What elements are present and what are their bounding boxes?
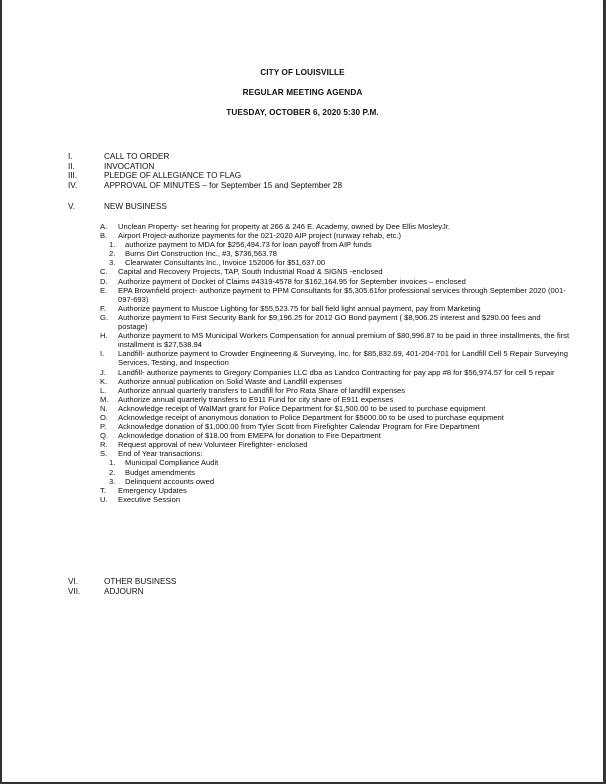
meeting-date: TUESDAY, OCTOBER 6, 2020 5:30 P.M. (226, 108, 379, 117)
agenda-item-text: APPROVAL OF MINUTES – for September 15 and September 28 (104, 180, 342, 190)
item-text: authorize payment to MDA for $256,494.73 for loan payoff from AIP funds (125, 240, 372, 250)
business-item (100, 386, 570, 395)
item-text: Airport Project-authorize payments for the 021-2020 AIP project (runway rehab, etc.) (118, 231, 402, 241)
item-label: 3. (109, 258, 116, 268)
business-item (100, 486, 570, 495)
item-text: Municipal Compliance Audit (125, 458, 219, 468)
item-label: E. (100, 285, 108, 295)
sub-item (100, 240, 570, 249)
item-text: Clearwater Consultants Inc., Invoice 152006 for $51,637.00 (125, 258, 326, 268)
agenda-item-number: II. (68, 161, 75, 171)
agenda-item-number: III. (68, 171, 78, 180)
agenda-item-number: VII. (68, 587, 81, 596)
business-item (100, 440, 570, 449)
business-item (100, 231, 570, 240)
item-label: Q. (100, 431, 109, 441)
item-text: Capital and Recovery Projects, TAP, South Industrial Road & SIGNS -enclosed (118, 267, 383, 277)
agenda-item-number: VI. (68, 577, 79, 586)
sub-item (100, 258, 570, 267)
item-text: Burns Dirt Construction Inc., #3, $736,563.78 (125, 249, 277, 259)
city-title: CITY OF LOUISVILLE (260, 68, 345, 77)
item-label: 3. (109, 476, 116, 486)
item-text: EPA Brownfield project- authorize payment to PPM Consultants for $5,305.61for professional services through September 2020 (001-097-693) (118, 285, 566, 304)
business-item (100, 395, 570, 404)
meeting-title: REGULAR MEETING AGENDA (242, 88, 363, 97)
agenda-item-text: ADJOURN (104, 587, 144, 596)
agenda-item-number: I. (68, 152, 73, 161)
item-label: L. (100, 385, 107, 395)
item-label: I. (100, 349, 105, 359)
item-label: B. (100, 231, 108, 241)
item-label: O. (100, 412, 109, 422)
sub-item (100, 468, 570, 477)
item-label: F. (100, 303, 106, 313)
item-text: Acknowledge receipt of anonymous donation to Police Department for $5000.00 to be used to purchase equipment (118, 412, 504, 422)
business-item (100, 422, 570, 431)
item-text: Request approval of new Volunteer Firefighter- enclosed (118, 440, 308, 450)
agenda-item-number: V. (68, 202, 75, 211)
item-text: Emergency Updates (118, 485, 187, 495)
business-item (100, 404, 570, 413)
agenda-item-text: CALL TO ORDER (104, 152, 170, 161)
item-text: Landfill- authorize payment to Crowder Engineering & Surveying, Inc. for $85,832.69, 401-204-701 for Landfill Cell 5 Repair Surveying Services, Testing, and Inspection (118, 349, 568, 368)
item-label: D. (100, 276, 108, 286)
item-text: Unclean Property- set hearing for property at 266 & 246 E. Academy, owned by Dee Ellis MosleyJr. (118, 222, 451, 231)
item-label: A. (100, 222, 108, 231)
item-text: Delinquent accounts owed (125, 476, 215, 486)
item-label: 1. (109, 458, 116, 468)
item-label: J. (100, 367, 106, 377)
item-text: Authorize payment of Docket of Claims #4319-4578 for $162,164.95 for September invoices – enclosed (118, 276, 466, 286)
business-item (100, 368, 570, 377)
item-text: Authorize annual publication on Solid Waste and Landfill expenses (118, 376, 342, 386)
item-label: K. (100, 376, 108, 386)
agenda-item-text: PLEDGE OF ALLEGIANCE TO FLAG (104, 171, 242, 180)
item-label: G. (100, 312, 109, 322)
business-item (100, 431, 570, 440)
agenda-item-text: NEW BUSINESS (104, 202, 167, 211)
business-item (100, 413, 570, 422)
business-item (100, 286, 570, 304)
item-text: Authorize payment to MS Municipal Workers Compensation for annual premium of $80,996.87 to be paid in three installments, the first installment is $27,538.94 (118, 331, 570, 350)
item-text: Executive Session (118, 494, 181, 504)
business-item (100, 377, 570, 386)
item-text: Budget amendments (125, 467, 196, 477)
sub-item (100, 249, 570, 258)
business-item (100, 313, 570, 331)
item-text: Acknowledge receipt of WalMart grant for Police Department for $1,500.00 to be used to purchase equipment (118, 403, 486, 413)
item-text: Landfill- authorize payments to Gregory Companies LLC dba as Landco Contracting for pay app #8 for $56,974.57 for cell 5 repair (118, 367, 555, 377)
item-text: Authorize annual quarterly transfers to E911 Fund for city share of E911 expenses (118, 394, 394, 404)
item-text: End of Year transactions: (118, 449, 203, 459)
business-item (100, 495, 570, 504)
business-item (100, 267, 570, 276)
item-label: S. (100, 449, 108, 459)
business-item (100, 449, 570, 458)
sub-item (100, 477, 570, 486)
item-label: T. (100, 485, 106, 495)
item-text: Authorize annual quarterly transfers to Landfill for Pro Rata Share of landfill expenses (118, 385, 406, 395)
item-text: Authorize payment to Muscoe Lighting for $55,523.75 for ball field light annual payment, pay from Marketing (118, 303, 481, 313)
sub-item (100, 458, 570, 467)
business-item (100, 222, 570, 231)
item-label: C. (100, 267, 108, 277)
item-label: 2. (109, 249, 116, 259)
item-label: N. (100, 403, 108, 413)
business-item (100, 304, 570, 313)
business-item (100, 349, 570, 367)
business-item (100, 331, 570, 349)
item-label: U. (100, 494, 108, 504)
item-label: H. (100, 331, 108, 341)
business-item (100, 277, 570, 286)
agenda-item-text: INVOCATION (104, 161, 155, 171)
item-label: M. (100, 394, 109, 404)
item-text: Acknowledge donation of $1,000.00 from Tyler Scott from Firefighter Calendar Program for Fire Department (118, 422, 480, 432)
new-business-list (100, 222, 570, 504)
item-text: Authorize payment to First Security Bank for $9,196.25 for 2012 GO Bond payment ( $8,906.25 interest and $290.00 fees and postage) (118, 312, 541, 332)
agenda-item-number: IV. (68, 180, 78, 190)
item-label: 1. (109, 240, 116, 250)
item-label: P. (100, 422, 107, 432)
item-label: 2. (109, 467, 116, 477)
agenda-item-text: OTHER BUSINESS (104, 577, 177, 586)
agenda-page (2, 0, 603, 782)
item-label: R. (100, 440, 108, 450)
item-text: Acknowledge donation of $18.00 from EMEPA for donation to Fire Department (118, 431, 381, 441)
